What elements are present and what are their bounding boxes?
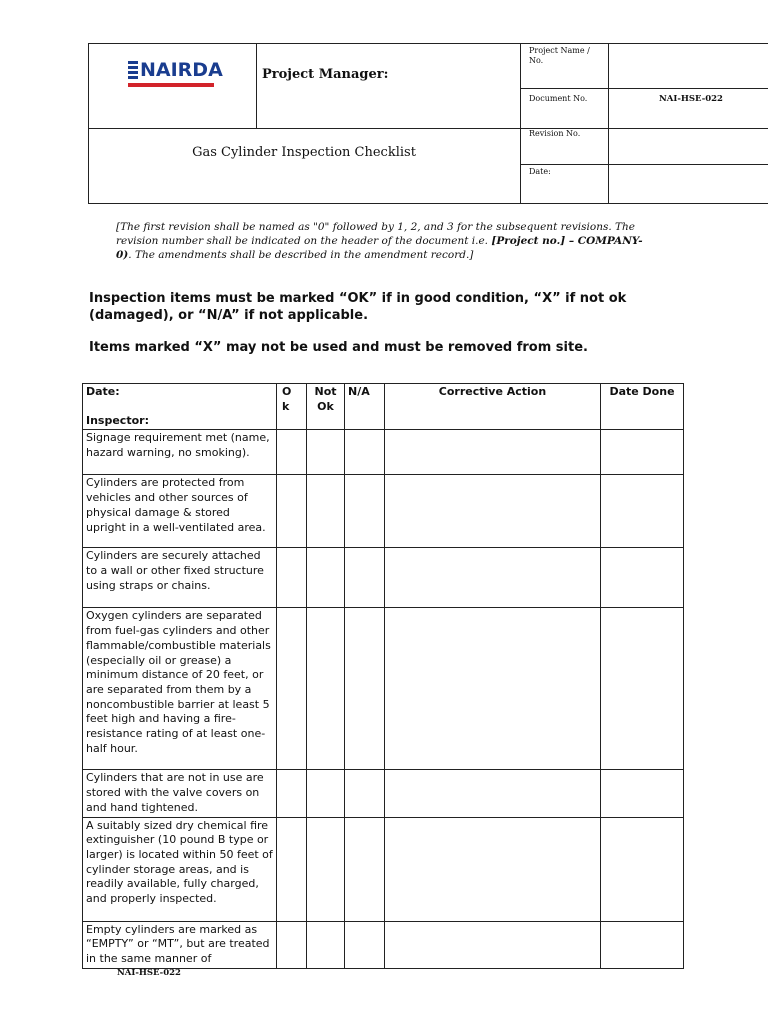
date-done-cell[interactable] bbox=[601, 770, 684, 817]
col-corrective-action-header: Corrective Action bbox=[385, 384, 601, 430]
revision-no-label: Revision No. bbox=[529, 129, 581, 138]
corrective-action-cell[interactable] bbox=[385, 817, 601, 921]
ok-cell[interactable] bbox=[277, 817, 307, 921]
revision-note-end: . The amendments shall be described in the amendment record.] bbox=[128, 249, 474, 261]
date-done-cell[interactable] bbox=[601, 430, 684, 475]
na-cell[interactable] bbox=[345, 608, 385, 770]
corrective-action-cell[interactable] bbox=[385, 475, 601, 548]
not-ok-cell[interactable] bbox=[307, 770, 345, 817]
corrective-action-cell[interactable] bbox=[385, 548, 601, 608]
logo-text: NAIRDA bbox=[140, 59, 223, 81]
not-ok-cell[interactable] bbox=[307, 475, 345, 548]
date-done-cell[interactable] bbox=[601, 921, 684, 968]
table-row bbox=[83, 817, 684, 921]
table-row bbox=[83, 475, 684, 548]
table-row bbox=[83, 430, 684, 475]
ok-cell[interactable] bbox=[277, 548, 307, 608]
ok-cell[interactable] bbox=[277, 770, 307, 817]
na-cell[interactable] bbox=[345, 475, 385, 548]
not-ok-cell[interactable] bbox=[307, 548, 345, 608]
not-ok-cell[interactable] bbox=[307, 430, 345, 475]
table-header-row bbox=[83, 384, 684, 430]
header-grid bbox=[88, 43, 768, 203]
inspection-checklist-table bbox=[82, 383, 684, 969]
na-cell[interactable] bbox=[345, 430, 385, 475]
not-ok-cell[interactable] bbox=[307, 608, 345, 770]
ok-cell[interactable] bbox=[277, 608, 307, 770]
table-row bbox=[83, 921, 684, 968]
table-row bbox=[83, 770, 684, 817]
item-text: Cylinders are securely attached to a wall or other fixed structure using straps or chains. bbox=[83, 548, 277, 608]
na-cell[interactable] bbox=[345, 817, 385, 921]
item-text: Empty cylinders are marked as “EMPTY” or “MT”, but are treated in the same manner of bbox=[83, 921, 277, 968]
item-text: Oxygen cylinders are separated from fuel-gas cylinders and other flammable/combustible materials (especially oil or grease) a minimum distance of 20 feet, or are separated from them by a noncombustible barrier at least 5 feet high and having a fire-resistance rating of at least one-half hour. bbox=[83, 608, 277, 770]
instruction-removal: Items marked “X” may not be used and must be removed from site. bbox=[89, 340, 588, 355]
document-no-value: NAI-HSE-022 bbox=[659, 94, 723, 104]
date-done-cell[interactable] bbox=[601, 608, 684, 770]
footer-doc-code: NAI-HSE-022 bbox=[117, 968, 181, 978]
col-not-ok-header: Not Ok bbox=[307, 384, 345, 430]
corrective-action-cell[interactable] bbox=[385, 770, 601, 817]
project-name-label: Project Name / No. bbox=[529, 46, 590, 65]
corrective-action-cell[interactable] bbox=[385, 921, 601, 968]
col-ok-header: O k bbox=[277, 384, 307, 430]
document-title: Gas Cylinder Inspection Checklist bbox=[192, 145, 416, 160]
ok-cell[interactable] bbox=[277, 921, 307, 968]
date-done-cell[interactable] bbox=[601, 817, 684, 921]
table-row bbox=[83, 608, 684, 770]
not-ok-cell[interactable] bbox=[307, 817, 345, 921]
logo-mark-icon bbox=[128, 61, 138, 79]
logo-underline bbox=[128, 83, 214, 87]
na-cell[interactable] bbox=[345, 921, 385, 968]
project-manager-label: Project Manager: bbox=[262, 67, 389, 82]
corrective-action-cell[interactable] bbox=[385, 430, 601, 475]
na-cell[interactable] bbox=[345, 770, 385, 817]
corrective-action-cell[interactable] bbox=[385, 608, 601, 770]
header-date-label: Date: bbox=[86, 385, 120, 398]
revision-note bbox=[116, 220, 656, 262]
date-label: Date: bbox=[529, 167, 551, 176]
not-ok-cell[interactable] bbox=[307, 921, 345, 968]
col-na-header: N/A bbox=[345, 384, 385, 430]
item-text: Signage requirement met (name, hazard warning, no smoking). bbox=[83, 430, 277, 475]
na-cell[interactable] bbox=[345, 548, 385, 608]
instruction-marking: Inspection items must be marked “OK” if in good condition, “X” if not ok (damaged), or “N/A” if not applicable. bbox=[89, 291, 627, 323]
date-done-cell[interactable] bbox=[601, 475, 684, 548]
revision-note-bold: [Project no.] – COMPANY- 0) bbox=[116, 235, 643, 261]
company-logo bbox=[128, 59, 223, 87]
table-row bbox=[83, 548, 684, 608]
ok-cell[interactable] bbox=[277, 475, 307, 548]
col-date-done-header: Date Done bbox=[601, 384, 684, 430]
revision-note-text: [The first revision shall be named as "0" followed by 1, 2, and 3 for the subsequent revisions. The revision number shall be indicated on the header of the document i.e. bbox=[116, 221, 636, 247]
date-inspector-header bbox=[83, 384, 277, 430]
date-done-cell[interactable] bbox=[601, 548, 684, 608]
header-inspector-label: Inspector: bbox=[86, 413, 149, 427]
document-no-label: Document No. bbox=[529, 94, 588, 103]
item-text: Cylinders are protected from vehicles and other sources of physical damage & stored upright in a well-ventilated area. bbox=[83, 475, 277, 548]
item-text: Cylinders that are not in use are stored with the valve covers on and hand tightened. bbox=[83, 770, 277, 817]
item-text: A suitably sized dry chemical fire extinguisher (10 pound B type or larger) is located within 50 feet of cylinder storage areas, and is readily available, fully charged, and properly inspected. bbox=[83, 817, 277, 921]
ok-cell[interactable] bbox=[277, 430, 307, 475]
